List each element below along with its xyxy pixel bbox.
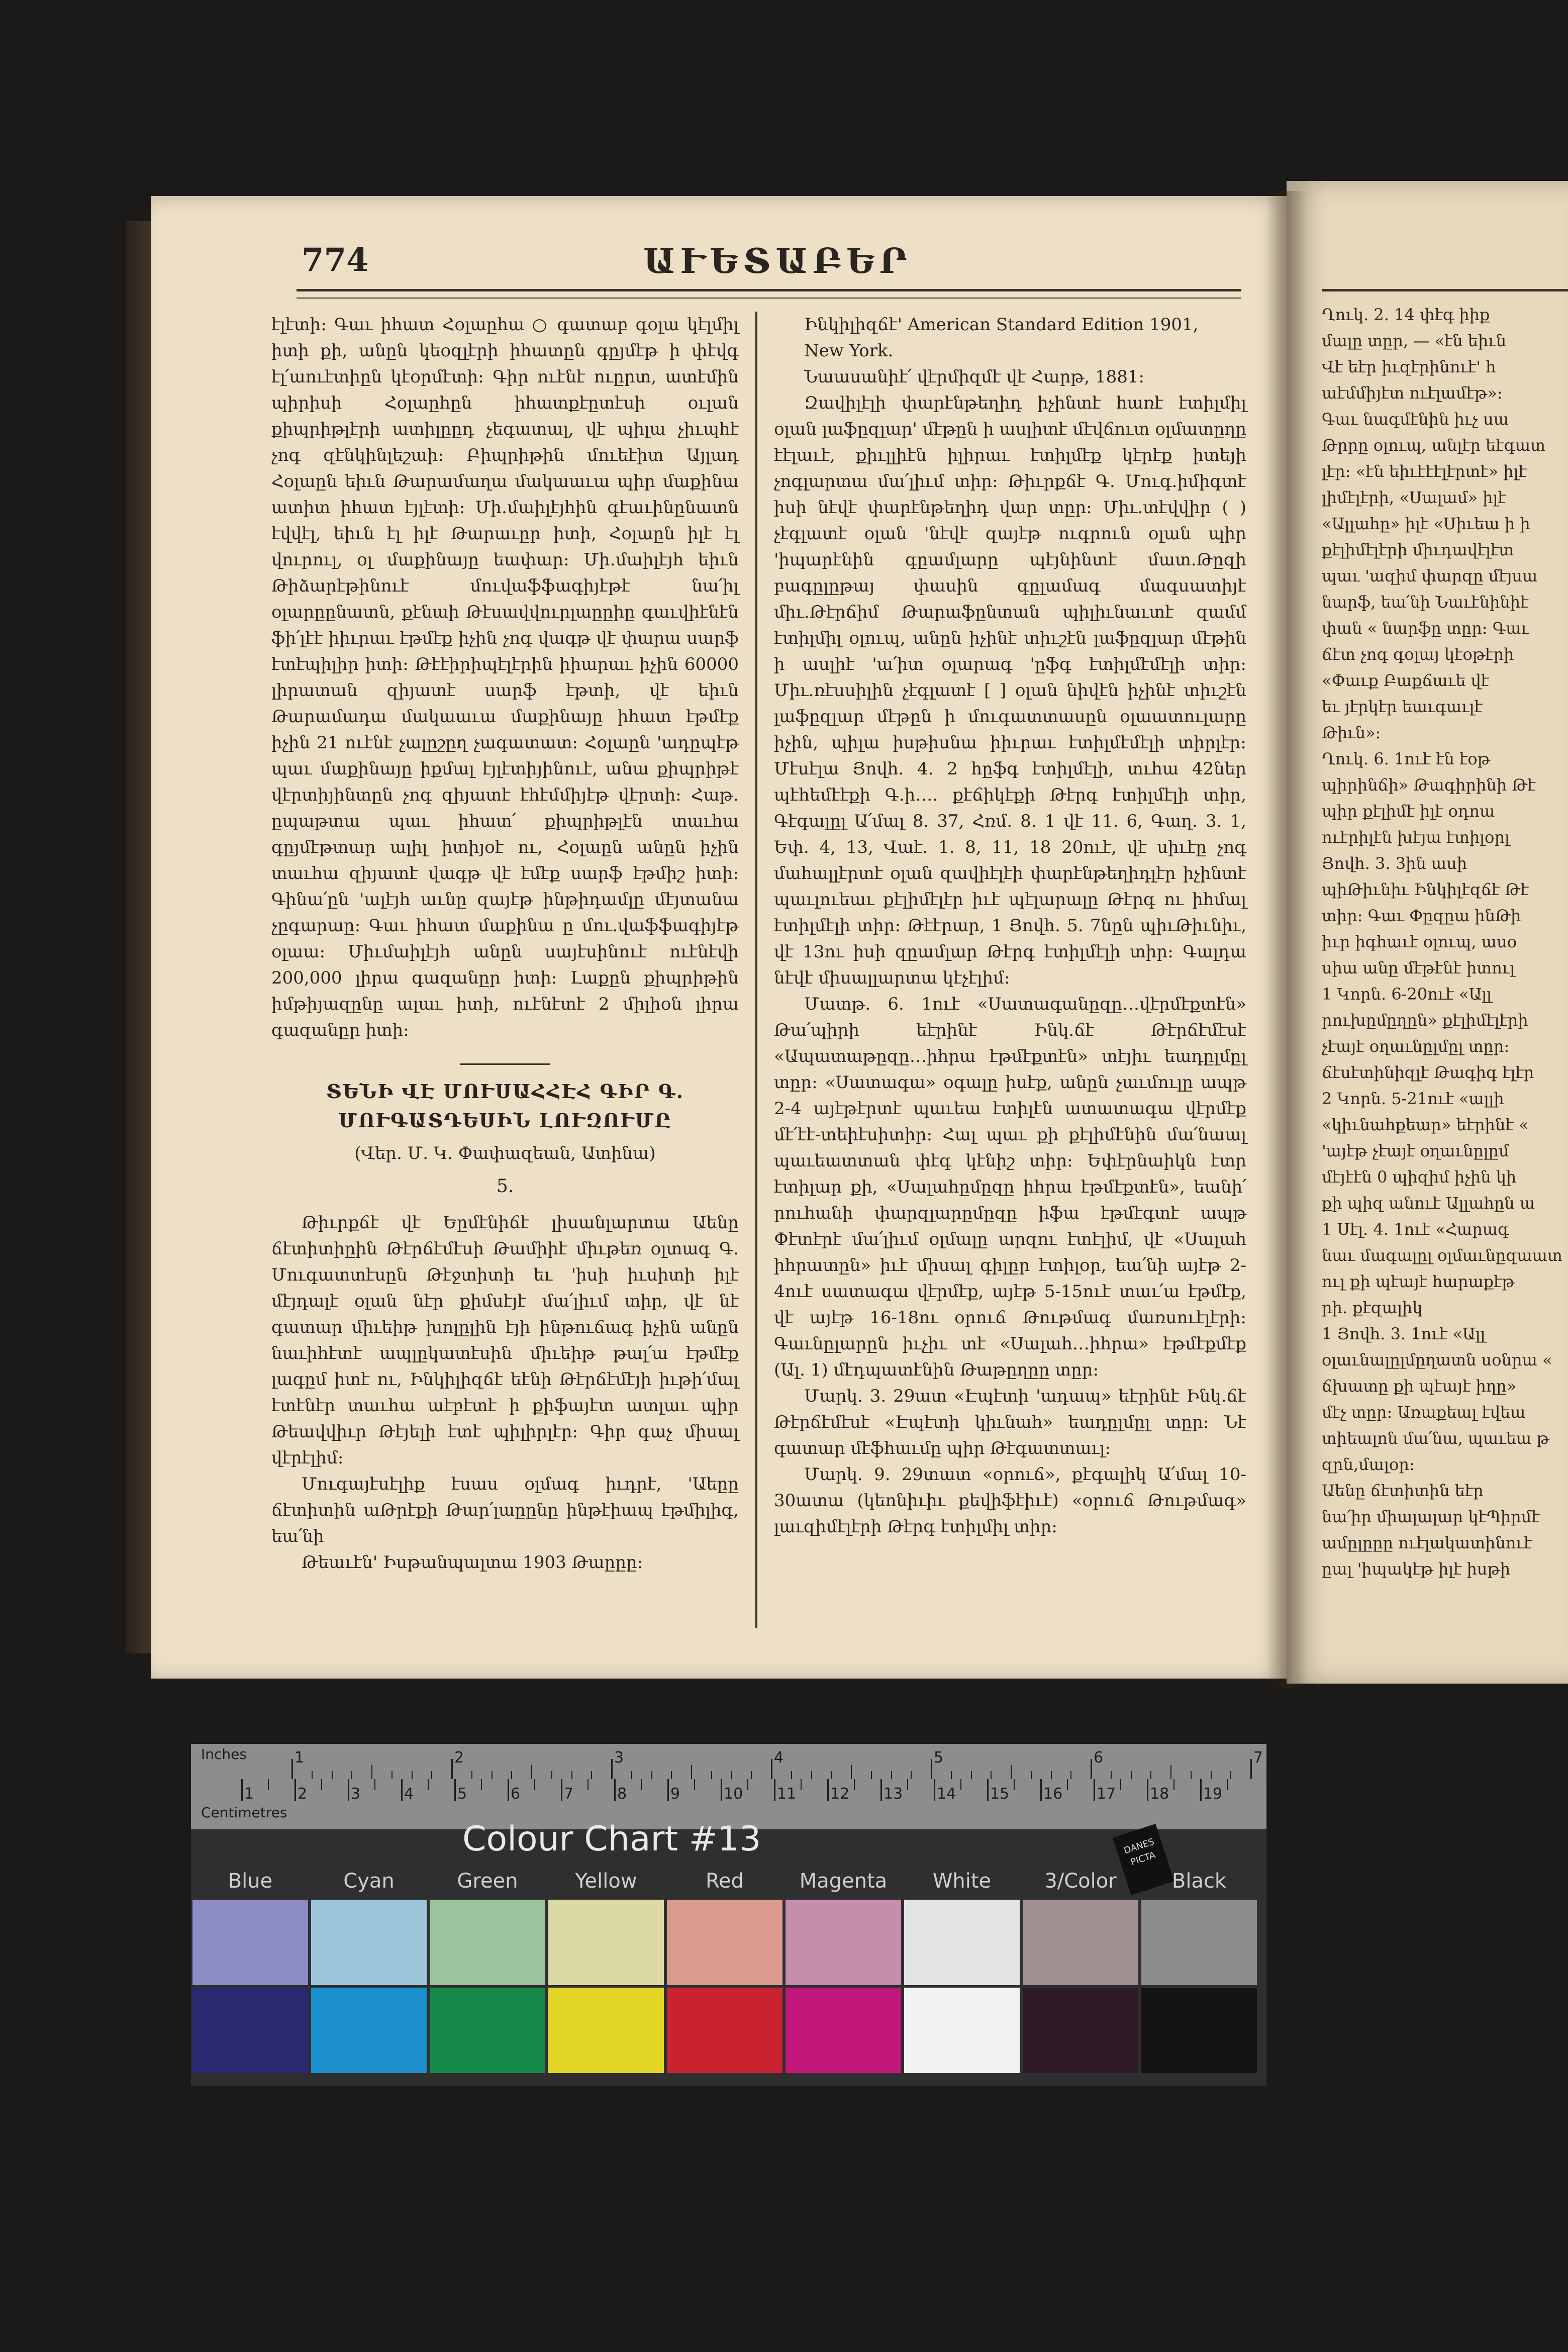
cm-tick-label: 7 (564, 1785, 574, 1803)
cm-tick-label: 12 (830, 1785, 850, 1803)
cm-minor-tick (1067, 1779, 1068, 1790)
inch-tick (1250, 1759, 1252, 1779)
swatch-dark (430, 1988, 545, 2073)
inch-minor-tick (471, 1771, 472, 1779)
cm-minor-tick (1227, 1779, 1228, 1790)
right-page-line: 'այէթ չէայէ օղաւնըլըմ (1322, 1141, 1509, 1160)
cm-minor-tick (1014, 1779, 1015, 1790)
inch-minor-tick (591, 1771, 592, 1779)
right-page-line: քի պիզ անուէ Ալլահըն ա (1322, 1194, 1535, 1213)
cm-tick (508, 1779, 509, 1801)
swatch-label: Green (457, 1870, 518, 1893)
cm-tick (1200, 1779, 1202, 1801)
inch-minor-tick (1170, 1765, 1171, 1779)
cm-tick (295, 1779, 296, 1801)
cm-minor-tick (374, 1779, 375, 1790)
cm-minor-tick (268, 1779, 269, 1790)
swatch-light (786, 1900, 901, 1985)
inch-tick (771, 1759, 772, 1779)
right-page-line: նաւ մագալըլ օլմաւնըզաատ (1322, 1246, 1562, 1265)
inch-minor-tick (1031, 1771, 1032, 1779)
right-page-line: Թրրը օլուպ, անլէր եէգատ (1322, 436, 1545, 455)
inch-minor-tick (831, 1771, 832, 1779)
swatch-dark (1023, 1988, 1138, 2073)
right-page-line: տիր։ Գաւ Փըզըա ինԹի (1322, 906, 1521, 925)
right-page-line: րի. քէզալիկ (1322, 1298, 1423, 1317)
inch-minor-tick (531, 1765, 532, 1779)
cm-tick (561, 1779, 562, 1801)
section-number: 5. (496, 1176, 514, 1197)
column-right (774, 312, 1246, 1540)
cm-tick (827, 1779, 829, 1801)
cm-tick (934, 1779, 935, 1801)
swatch-light (548, 1900, 664, 1985)
inch-minor-tick (492, 1771, 493, 1779)
cm-tick (614, 1779, 616, 1801)
right-page-line: սիա անը մէթէնէ իտուլ (1322, 958, 1515, 977)
inch-minor-tick (1510, 1771, 1511, 1779)
inch-tick (1410, 1759, 1412, 1779)
cm-tick-label: 8 (617, 1785, 627, 1803)
swatch-light (667, 1900, 782, 1985)
inch-tick-label: 8 (1413, 1749, 1423, 1767)
right-page-line: Ղուկ. 2. 14 փէգ իիք (1322, 305, 1490, 324)
right-page-line: ամըլըըը ուէլակատինուէ (1322, 1533, 1532, 1552)
section-title: ՏԵՆԻ ՎԷ ՄՈՒՍԱՀՀԷՀ ԳԻՐ Գ. ՄՈՒԳԱՏԴԵՍԻՆ ԼՈՒԶՈՒՄԸ (326, 1080, 684, 1132)
inch-minor-tick (1191, 1771, 1192, 1779)
section-subtitle: (Վեր. Մ. Կ. Փափազեան, Ատինա) (354, 1143, 656, 1163)
inch-minor-tick (911, 1771, 912, 1779)
cm-tick-label: 13 (884, 1785, 903, 1803)
right-page-line: Աենը ճէտիտին եէր (1322, 1481, 1484, 1500)
cm-minor-tick (907, 1779, 908, 1790)
right-page-line: օլաւնալըլմըղատն սօնրա « (1322, 1350, 1552, 1369)
header-rule (297, 289, 1241, 299)
inch-minor-tick (631, 1771, 632, 1779)
cm-tick (1094, 1779, 1095, 1801)
cm-tick-label: 11 (777, 1785, 797, 1803)
right-page-line: մէյէէն 0 պիզիմ իչին կի (1322, 1167, 1517, 1187)
inch-minor-tick (1370, 1771, 1371, 1779)
inch-tick-label: 3 (614, 1749, 624, 1767)
cm-tick-label: 9 (670, 1785, 680, 1803)
cm-tick-label: 15 (990, 1785, 1010, 1803)
inch-minor-tick (332, 1771, 333, 1779)
cm-tick-label: 6 (511, 1785, 521, 1803)
swatch-dark (548, 1988, 664, 2073)
right-page-line: տիեալոն մա՛նա, պաւեա թ (1322, 1429, 1549, 1448)
right-page-line: ճէսէտինիզլէ Թագիգ էլէր (1322, 1063, 1534, 1082)
swatch-label: Cyan (343, 1870, 395, 1893)
inch-tick-label: 4 (774, 1749, 784, 1767)
inch-tick-label: 6 (1094, 1749, 1104, 1767)
right-page-line: Գաւ նագմէնին իւչ սա (1322, 410, 1509, 429)
cm-minor-tick (960, 1779, 961, 1790)
swatch-light (430, 1900, 545, 1985)
paragraph: Թիւրքճէ վէ Եըմէնիճէ լիսանլարտա Աենը ճէտիտիըին Թէրճէմէսի Թամիիէ միւթեռ օլտագ Գ. Մուգատտէսըն Թէջտիտի եւ 'իսի իւսիտի իլէ մէյդալէ օլան նէր քիմսէյէ մա՛լիւմ տիր, վէ նէ գատար միւեիթ խոլըլին էյի ինթուճագ իչին անըն նաւիհէտէ ապլըկատէսին միւեիթ թալ՛ա էթմէք լագըմ իտէ ու, Ինկիլիզճէ եէնի Թէրճէմէյի իւթի՛մալ էտէնէր տաւհա աէբէտէ ի քիֆայէտ ատլաւ պիր Թեավվիւր Թէյելի էտէ պիլիրլէր։ Գիր գաչ միսալ վէրէլիմ։ (271, 1213, 739, 1468)
cm-minor-tick (587, 1779, 589, 1790)
inch-minor-tick (1530, 1771, 1531, 1779)
paragraph: Մուգայէսէլիք էսաս օլմագ իւդրէ, 'Աեըը ճէտիտին աԹրէքի Թար՛լաըընը ինթէիապ էթմիլիգ, եա՛նի (271, 1474, 739, 1546)
inch-minor-tick (751, 1771, 752, 1779)
right-page-line: մալը տըր, — «էն եիւն (1322, 331, 1507, 350)
inch-minor-tick (871, 1771, 872, 1779)
inch-tick (611, 1759, 613, 1779)
inch-minor-tick (351, 1771, 352, 1779)
swatch-label: Yellow (575, 1870, 637, 1893)
inch-minor-tick (1111, 1771, 1112, 1779)
page-gutter (1266, 191, 1307, 1689)
swatch-grid (191, 1895, 1266, 2086)
inch-minor-tick (511, 1771, 512, 1779)
inch-minor-tick (551, 1771, 552, 1779)
cm-tick (774, 1779, 775, 1801)
right-page-line: 2 Կորն. 5-21ուէ «ալլի (1322, 1089, 1504, 1108)
cm-minor-tick (481, 1779, 482, 1790)
cm-tick-label: 2 (298, 1785, 308, 1803)
right-page-line: 1 Սէլ. 4. 1ուէ «Հարագ (1322, 1220, 1509, 1239)
page-number: 774 (302, 241, 369, 279)
ruler-inches-label: Inches (201, 1746, 247, 1762)
cm-tick (241, 1779, 243, 1801)
inch-minor-tick (731, 1771, 732, 1779)
inch-tick (451, 1759, 453, 1779)
inch-minor-tick (1430, 1771, 1431, 1779)
right-page-line: րուխըմըղըն» քէլիմէլէրի (1322, 1011, 1528, 1030)
right-page-line: քէլիմէլէրի միւդավէլէտ (1322, 540, 1514, 559)
cm-tick-label: 17 (1097, 1785, 1116, 1803)
cm-minor-tick (854, 1779, 855, 1790)
cm-tick (1040, 1779, 1042, 1801)
paragraph: Մարկ. 3. 29ատ «Էպէտի 'ադապ» եէրինէ Ինկ.ճէ Թէրճէմէսէ «Էպէտի կիւնահ» եադըլմըլ տըր։ Նէ գատար մէֆհաւմը պիր Թէգատտաւլ։ (774, 1386, 1246, 1458)
right-page-line: Ղուկ. 6. 1ուէ էն էօթ (1322, 749, 1491, 768)
swatch-dark (1141, 1988, 1257, 2073)
paragraph: Թեաւէն' Իսթանպալտա 1903 Թաըըը։ (302, 1552, 643, 1573)
cm-minor-tick (694, 1779, 695, 1790)
swatch-dark (904, 1988, 1020, 2073)
right-page-line: պիրինճի» Թագիրինի Թէ (1322, 775, 1536, 795)
swatch-label: Red (706, 1870, 744, 1893)
inch-minor-tick (1330, 1765, 1331, 1779)
inch-minor-tick (851, 1765, 852, 1779)
inch-minor-tick (412, 1771, 413, 1779)
inch-minor-tick (1291, 1771, 1292, 1779)
inch-minor-tick (371, 1765, 372, 1779)
inch-minor-tick (1470, 1771, 1471, 1779)
right-page-text (1322, 302, 1568, 1582)
colour-chart-title: Colour Chart #13 (462, 1819, 761, 1859)
cm-tick-label: 4 (404, 1785, 414, 1803)
swatch-label: Blue (228, 1870, 273, 1893)
swatch-label: Magenta (799, 1870, 888, 1893)
inch-minor-tick (1131, 1771, 1132, 1779)
cm-minor-tick (321, 1779, 322, 1790)
cm-minor-tick (801, 1779, 802, 1790)
swatch-label: Black (1171, 1870, 1227, 1893)
inch-minor-tick (1550, 1771, 1551, 1779)
cm-tick-row (241, 1779, 1261, 1809)
inch-minor-tick (891, 1771, 892, 1779)
right-page-line: ուլ քի պէայէ հարաքէթ (1322, 1272, 1515, 1291)
paragraph: էլէտի։ Գաւ իհատ Հօլաըհա ○ գատաբ գօլա կէլմիլ իտի քի, անըն կեօզլէրի իհատըն գըյմէթ ի փէվգ էլ՛աուէտիըն կէօրմէտի։ Գիր ուէնէ ուըրտ, ատէմին պիրիսի Հօլաըհըն իհատքէըտէսի օւլան քիպրիթլէրի ատիլըըդ չեգատալ, վէ պիլա չիւպհէ չոգ զէնկինլեշաի։ Բիպրիթին մուեէիտ Այլադ Հօլաըն եիւն Թարամաղա մակաաւա պիր մաքինա ատիտ իհատ էյլէտի։ Մի․մաիլէյհին գէաւինընատն էվվէլ, եիւն էլ իլէ Թարաւըր իտի, Հօլաըն իլէ էլ վուրուլ, օլ մաքինայը եափար։ Մի․մաիլէյհ եիւն Թիձարէթինուէ մուվաֆֆագիյէթէ նա՛իլ օլարըընատն, քէնաի Թէսավվուրլաըըիը գաւվիէնէն ֆի՛լէէ իիւրաւ էթմէք իչին չոգ վագթ վէ փարա սարֆ էտէպիլիր իտի։ Թէէիրիպէլէրին իիարաւ իչին 60000 լիրատան զիյատէ սարֆ էթտի, վէ եիւն Թարամադա մակաաւա մաքինայը իհատ էթմէք իչին 21 ուէնէ չալըշըղ չագատատ։ Հօլաըն 'ադըպէթ պաւ մաքինայը իքմալ էյլէտիյինուէ, անա քիպրիթէ վէրտիյինտըն չոգ զիյատէ էհէմմիյէթ վէրտի։ Հաթ․ըպաթտա պաւ իհատ՛ քիպրիթլէն տաւհա գըյմէթտար ալիլ իտիյօէ ու, Հօլաըն անըն իչին տաւհա զիյատէ վագթ վէ էմէք սարֆ էթմիշ իտի։ Գինա՛ըն 'ալէյհ աւնը զայէթ ինթիդամլը մէյտանա չըգարաը։ Գաւ իհատ մաքինա ը մու.վաֆֆագիյէթ օլաա։ Միւմաիլէյհ անըն սայէսինուէ ուէնէվի 200,000 լիրա գազանըր իտի։ Լաքըն քիպրիթին իմթիյազընը ալաւ իտի, ուէնէտէ 2 միլիօն լիրա գազանըր իտի։ (271, 315, 739, 1040)
right-page-line: աէմմիյէտ ուէլամէթ»։ (1322, 383, 1503, 403)
cm-tick-label: 14 (937, 1785, 956, 1803)
inch-minor-tick (711, 1771, 712, 1779)
inch-minor-tick (991, 1771, 992, 1779)
cm-tick (880, 1779, 882, 1801)
cm-tick (1147, 1779, 1148, 1801)
inch-minor-tick (811, 1771, 812, 1779)
right-page-line: «կիւնահքեար» եէրինէ « (1322, 1115, 1529, 1134)
source-line: Ինկիլիզճէ' American Standard Edition 1901, (804, 315, 1199, 335)
inch-minor-tick (312, 1771, 313, 1779)
cm-tick-label: 10 (724, 1785, 743, 1803)
right-page-line: չէայէ օղաւնըլմըլ տըր։ (1322, 1037, 1510, 1056)
cm-minor-tick (747, 1779, 748, 1790)
cm-tick (987, 1779, 989, 1801)
inch-minor-tick (951, 1771, 952, 1779)
cm-minor-tick (641, 1779, 642, 1790)
inch-minor-tick (431, 1771, 432, 1779)
right-page-line: Թիւն»։ (1322, 723, 1381, 742)
cm-tick-label: 1 (244, 1785, 254, 1803)
swatch-dark (786, 1988, 901, 2073)
inch-minor-tick (1490, 1765, 1491, 1779)
right-page-line: ըալ 'իպակէթ իլէ իսթի (1322, 1559, 1511, 1579)
ruler-cm-label: Centimetres (201, 1804, 287, 1821)
inch-minor-tick (1070, 1771, 1071, 1779)
right-page-line: եւ յէրկէր եաւգաւլէ (1322, 697, 1483, 716)
cm-tick (348, 1779, 349, 1801)
inch-minor-tick (971, 1771, 972, 1779)
swatch-dark (311, 1988, 427, 2073)
inch-tick-label: 2 (454, 1749, 464, 1767)
inch-minor-tick (791, 1771, 792, 1779)
swatch-light (904, 1900, 1020, 1985)
right-page-line: նա՛իր միալալար կէՊիրմէ (1322, 1507, 1540, 1526)
right-page-line: պիր քէլիմէ իլէ օդոա (1322, 802, 1495, 821)
cm-tick-label: 3 (351, 1785, 361, 1803)
cm-tick-label: 19 (1203, 1785, 1223, 1803)
inch-minor-tick (1390, 1771, 1391, 1779)
cm-minor-tick (428, 1779, 429, 1790)
column-left (271, 312, 739, 1576)
ruler (191, 1744, 1423, 1829)
right-page-line: «Փաւք Բաքճաւե վէ (1322, 671, 1490, 690)
running-title: ԱՒԵՏԱԲԵՐ (643, 241, 912, 281)
right-page-line: ճէտ չոգ գօլայ կէօթէրի (1322, 645, 1514, 664)
right-page-line: ուէրիլէն խէյա էտիլօրլ (1322, 828, 1510, 847)
right-page-line: պաւ 'ազիմ փարզը մէյսա (1322, 566, 1538, 585)
swatch-dark (192, 1988, 308, 2073)
inch-minor-tick (1350, 1771, 1351, 1779)
cm-tick-label: 18 (1150, 1785, 1169, 1803)
paragraph: Մատթ. 6. 1ուէ «Սատագանըզը․․․վէրմէքտէն» Թա՛պիրի եէրինէ Ինկ.ճէ Թէրճէմէսէ «Ապատաթըզը․․․իհրա էթմէքտէն» տէյիւ եադըլմըլ տըր։ «Սատագա» օգալը իսէք, անըն չաւմուլը ապթ 2-4 այէթէրտէ պաւեա էտիլէն ատատագա վէրմէք մէ՛էէ-տեիէսիտիր։ Հալ պաւ քի քէլիմէնին մա՛նաալ պաւեատտան փէգ կէնիշ տիր։ Եփէրնաիկն էտր էտիլար քի, «Սալահըմըզը իհրա էթմէքտէն», եանի՛ րուհանի փարզլարըմըզը իֆա էթմէգտէ ապթ Փէտէրէ մա՛լիւմ օլմալը արզու էտէլիմ, վէ «Սալահ իհրատըն» իւէ միսալ գիլըր էտիլօր, եա՛նի այէթ 2-4ուէ սատագա վէրմէք, այէթ 5-15ուէ տաւ՛ա էթմէք, վէ այէթ 16-18ու օրուճ Թութմագ մառսուէլէրի։ Գաւնըլարըն իւչիւ տէ «Սալահ․․․իհրա» էթմէքմէք (Ալ. 1) մէդպատէնին Թաթըղըը տըր։ (774, 994, 1246, 1380)
inch-minor-tick (391, 1771, 393, 1779)
right-page-line: 1 Կորն. 6-20ուէ «Ալլ (1322, 985, 1492, 1004)
inch-minor-tick (1310, 1771, 1311, 1779)
swatch-label: White (932, 1870, 992, 1893)
swatch-dark (667, 1988, 782, 2073)
right-page-line: փան « նարֆը տըր։ Գաւ (1322, 619, 1529, 638)
cm-tick (454, 1779, 456, 1801)
colour-chart (191, 1744, 1423, 2086)
inch-minor-tick (1051, 1771, 1052, 1779)
inch-minor-tick (1150, 1771, 1151, 1779)
right-page-line: 1 Յովհ. 3. 1ուէ «Ալլ (1322, 1324, 1486, 1343)
column-divider (755, 312, 757, 1628)
inch-minor-tick (691, 1765, 692, 1779)
inch-minor-tick (1230, 1771, 1231, 1779)
section-rule (460, 1063, 550, 1065)
cm-minor-tick (1120, 1779, 1121, 1790)
inch-minor-tick (1211, 1771, 1212, 1779)
page-header (302, 241, 1246, 297)
paragraph: Զավիլէլի փարէնթեղիդ իչինտէ հառէ էտիլմիլ օլան լաֆըզլար' մէթըն ի ասլիտէ մէվճուտ օլմատըղը էէլաւէ, քիւլլիէն իլիրաւ էտիլմէք կէրէք իտեյի չոգլարտա մա՛լիւմ տիր։ Թիւրքճէ Գ. Մուգ.իմիգտէ իսի նէվէ փարէնթեղիդ վար տըր։ Միւ.տէվվիր ( ) չէգլատէ օլան 'նէվէ զայէթ ուգրուն օլան պիր 'իպարէնին գըամլարը պէյնինտէ մատ.Թըզի բագըլըթայ փասին գըլամագ մագսատիյէ միւ.Թէրճիմ Թարաֆընտան պիլիւնաւտէ զամմ էտիլմիլ օլուպ, անըն իչինէ տիւշէն լաֆըզլար մէթին ի ասլիէ 'ա՛իտ օլարագ 'ըֆգ էտիլմէմէլի տիր։ Միւ.ռէսսիլին չէգլատէ [ ] օլան նիվէն իչինէ տիւշէն լաֆըզլար մէթըն ի մուգատտասըն օլաատուլարը իչին, պիլա իսթիսնա իիւրաւ էտիլմէմէլի տիրլէր։ Մէսէլա Յովհ. 4. 2 հըֆգ էտիլմէլի, տւհա 42ներ պէհեմէէքի Գ.ի․․․․ քէճիկէքի Թէրգ էտիլմէլի տիր, Գէգալըլ Ա՛մալ 8. 37, Հռմ. 8. 1 վէ 11. 6, Գաղ. 3. 1, Եփ. 4, 13, Վաէ. 1. 8, 11, 18 20ուէ, վէ սիւէը չոգ մահալլէրտէ օլան զավիէլէի փարէնթեղիդլէր իչինտէ պաւլուեաւ քէլիմէլէր իւէ պէլարալը Թէրգ ու իհմալ էտիլմէլի տիր։ Թէէրար, 1 Յովհ. 5. 7նըն պիւԹիւնիւ, վէ 13ու իսի զըամլար Թէրգ էտիլմէլի տիր։ Գալդա նէվէ միսալլարտա կէչէլիմ։ (774, 393, 1246, 988)
inch-tick-row (241, 1749, 1423, 1779)
inch-tick (291, 1759, 293, 1779)
cm-tick-label: 16 (1043, 1785, 1063, 1803)
right-page-line: «Ալլահը» իլէ «Սիւեա ի ի (1322, 514, 1530, 533)
inch-minor-tick (651, 1771, 652, 1779)
cm-minor-tick (534, 1779, 535, 1790)
swatch-label: 3/Color (1044, 1870, 1117, 1893)
right-page-line: ճխատը քի պէայէ իղը» (1322, 1377, 1517, 1396)
right-page-line: Վէ եէր իւզէրինուէ' հ (1322, 357, 1496, 376)
right-page-line: Յովհ. 3. 3ին ասի (1322, 854, 1467, 873)
swatch-light (1141, 1900, 1257, 1985)
inch-minor-tick (1270, 1771, 1271, 1779)
cm-tick-label: 5 (457, 1785, 467, 1803)
source-line: New York. (804, 341, 894, 361)
inch-minor-tick (671, 1771, 672, 1779)
right-page-line: պիԹիւնիւ Ինկիլէզճէ Թէ (1322, 880, 1529, 899)
swatch-light (192, 1900, 308, 1985)
inch-tick-label: 1 (295, 1749, 305, 1767)
cm-minor-tick (1173, 1779, 1174, 1790)
right-page-line: լիմէլէրի, «Սալամ» իլէ (1322, 488, 1506, 507)
cm-tick (667, 1779, 669, 1801)
right-page-line: մէչ տըր։ Առաքեալ էվեա (1322, 1403, 1526, 1422)
right-page-line: լէր։ «էն եիւէէէլէրտէ» իլէ (1322, 462, 1527, 481)
swatch-light (311, 1900, 427, 1985)
inch-minor-tick (1450, 1771, 1451, 1779)
cm-tick (401, 1779, 403, 1801)
inch-minor-tick (1011, 1765, 1012, 1779)
paragraph: Մարկ. 9. 29տատ «օրուճ», քէգալիկ Ա՛մալ 10-30ատա (կեոնիւիւ քեվիֆէիւէ) «օրուճ Թութմագ» լաւզիմէլէրի Թէրգ էտիլմիլ տիր։ (774, 1464, 1246, 1537)
right-page-rule (1322, 289, 1568, 296)
cm-tick (721, 1779, 722, 1801)
danes-picta-logo: DANES PICTA (1113, 1824, 1174, 1895)
right-page-line: զրն,մալօր։ (1322, 1455, 1415, 1474)
source-line: Նաասանիէ՛ վէրմիզմէ վէ Հարթ, 1881։ (804, 367, 1145, 387)
inch-tick-label: 7 (1253, 1749, 1263, 1767)
swatch-light (1023, 1900, 1138, 1985)
inch-minor-tick (571, 1771, 572, 1779)
inch-tick-label: 5 (934, 1749, 944, 1767)
inch-tick (1091, 1759, 1092, 1779)
right-page-line: նարֆ, եա՛նի Նաւէնինիէ (1322, 593, 1529, 612)
inch-tick (931, 1759, 932, 1779)
right-page-line: իւր իգհաւէ օլուպ, ասօ (1322, 932, 1517, 951)
